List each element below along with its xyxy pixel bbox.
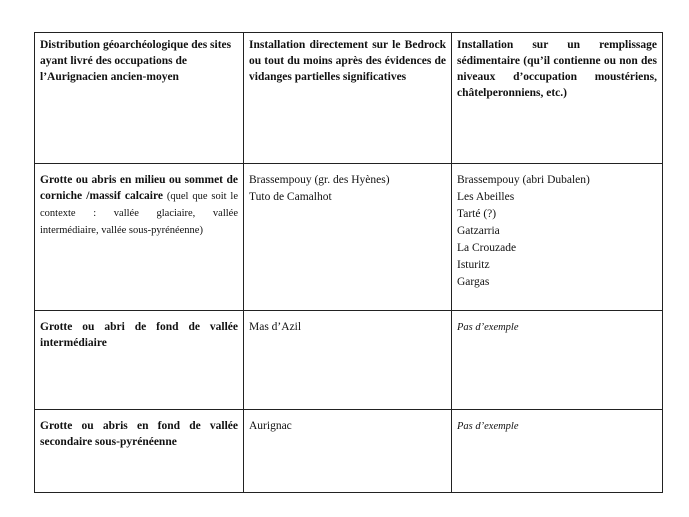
site-name: La Crouzade — [457, 242, 517, 254]
row-label-intermediate-valley — [35, 311, 244, 410]
site-name: Isturitz — [457, 259, 490, 271]
header-bedrock: Installation directement sur le Bedrock ou tout du moins après des évidences de vidanges partielles significatives — [244, 33, 452, 164]
row-label-bold: Grotte ou abris en milieu ou sommet de corniche /massif calcaire — [40, 174, 238, 202]
row-label-secondary-valley — [35, 410, 244, 493]
table-row — [35, 164, 663, 311]
fill-sites-cell — [452, 410, 663, 493]
site-name: Tuto de Camalhot — [249, 191, 332, 203]
bedrock-sites-cell — [244, 410, 452, 493]
no-example-text: Pas d’exemple — [457, 421, 519, 432]
fill-sites-cell — [452, 311, 663, 410]
bedrock-sites-cell — [244, 311, 452, 410]
site-name: Brassempouy (abri Dubalen) — [457, 174, 590, 186]
site-name: Aurignac — [249, 420, 292, 432]
site-name: Tarté (?) — [457, 208, 497, 220]
row-label-note: (quel que soit le contexte : vallée glaciaire, vallée intermédiaire, vallée sous-pyrénéenne) — [40, 191, 238, 236]
table-row — [35, 311, 663, 410]
header-sediment-fill: Installation sur un remplissage sédimentaire (qu’il contienne ou non des niveaux d’occupation moustériens, châtelperonniens, etc.) — [452, 33, 663, 164]
site-name: Gatzarria — [457, 225, 500, 237]
table-row — [35, 410, 663, 493]
site-name: Brassempouy (gr. des Hyènes) — [249, 174, 390, 186]
fill-sites-cell — [452, 164, 663, 311]
row-label-corniche — [35, 164, 244, 311]
site-name: Mas d’Azil — [249, 321, 302, 333]
no-example-text: Pas d’exemple — [457, 322, 519, 333]
row-label-bold: Grotte ou abris en fond de vallée secondaire sous-pyrénéenne — [40, 420, 238, 448]
geoarchaeology-table — [34, 32, 663, 493]
table-header-row — [35, 33, 663, 164]
row-label-bold: Grotte ou abri de fond de vallée intermédiaire — [40, 321, 238, 349]
header-distribution: Distribution géoarchéologique des sites ayant livré des occupations de l’Aurignacien ancien-moyen — [35, 33, 244, 164]
site-name: Gargas — [457, 276, 490, 288]
site-name: Les Abeilles — [457, 191, 515, 203]
bedrock-sites-cell — [244, 164, 452, 311]
